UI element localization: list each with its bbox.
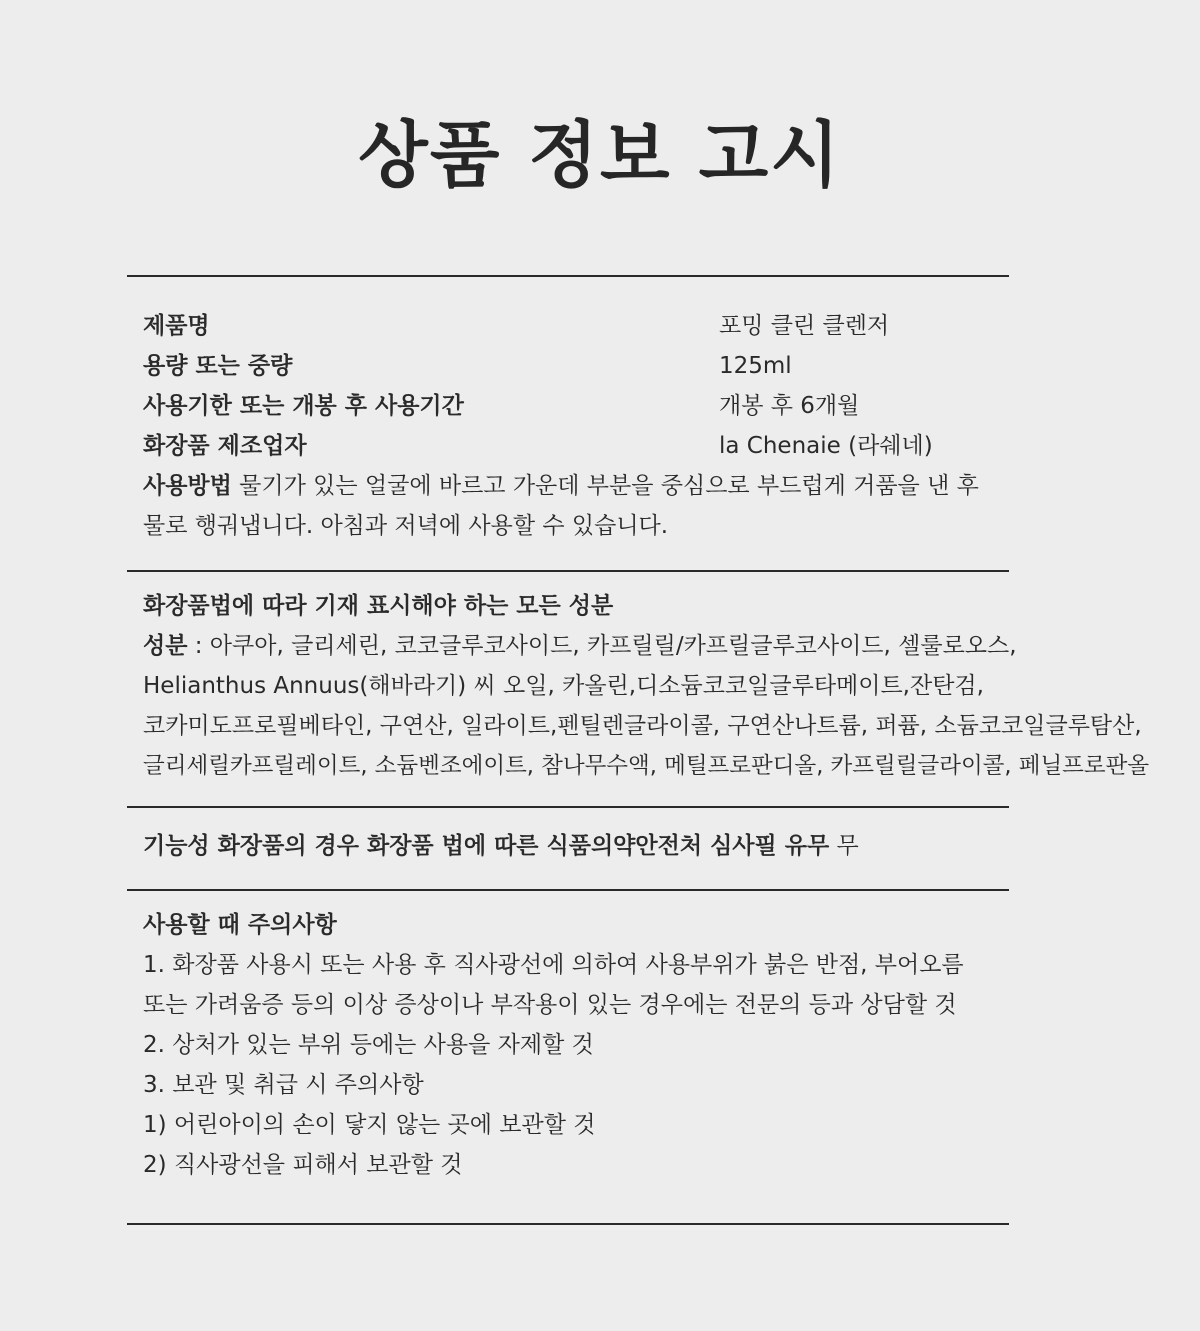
usage-text-continued: 물로 행궈냅니다. 아침과 저녁에 사용할 수 있습니다. — [143, 513, 669, 539]
ingredients-line: 코카미도프로필베타인, 구연산, 일라이트,펜틸렌글라이콜, 구연산나트륨, 퍼퓸, 소듐코코일글루탐산, — [143, 713, 1142, 739]
info-value: 포밍 클린 클렌저 — [719, 313, 890, 339]
ingredients-label: 성분 — [143, 633, 188, 659]
divider — [127, 570, 1009, 572]
usage-text: 물기가 있는 얼굴에 바르고 가운데 부분을 중심으로 부드럽게 거품을 낸 후 — [231, 473, 979, 499]
info-value: la Chenaie (라쉐네) — [719, 433, 933, 459]
usage-line — [143, 466, 979, 506]
caution-line: 2) 직사광선을 피해서 보관할 것 — [143, 1152, 463, 1178]
info-label: 사용기한 또는 개봉 후 사용기간 — [143, 393, 464, 419]
info-label: 용량 또는 중량 — [143, 353, 293, 379]
info-label: 화장품 제조업자 — [143, 433, 307, 459]
caution-section — [143, 905, 964, 1185]
info-value: 개봉 후 6개월 — [719, 393, 860, 419]
caution-line: 또는 가려움증 등의 이상 증상이나 부작용이 있는 경우에는 전문의 등과 상담할 것 — [143, 992, 957, 1018]
ingredients-line: 글리세릴카프릴레이트, 소듐벤조에이트, 참나무수액, 메틸프로판디올, 카프릴릴글라이콜, 페닐프로판올 — [143, 753, 1150, 779]
ingredients-line: Helianthus Annuus(해바라기) 씨 오일, 카올린,디소듐코코일글루타메이트,잔탄검, — [143, 673, 984, 699]
info-row-expiry — [143, 386, 979, 426]
info-row-product-name — [143, 306, 979, 346]
ingredients-section — [143, 586, 1149, 786]
caution-line: 3. 보관 및 취급 시 주의사항 — [143, 1072, 424, 1098]
caution-line: 2. 상처가 있는 부위 등에는 사용을 자제할 것 — [143, 1032, 594, 1058]
usage-label: 사용방법 — [143, 473, 232, 499]
functional-label: 기능성 화장품의 경우 화장품 법에 따른 식품의약안전처 심사필 유무 — [143, 833, 830, 859]
ingredients-heading: 화장품법에 따라 기재 표시해야 하는 모든 성분 — [143, 593, 614, 619]
ingredients-line: 성분 : 아쿠아, 글리세린, 코코글루코사이드, 카프릴릴/카프릴글루코사이드, 셀룰로오스, — [143, 633, 1017, 659]
info-label: 제품명 — [143, 313, 210, 339]
functional-line — [143, 826, 859, 866]
product-info-section — [143, 306, 979, 546]
divider — [127, 1223, 1009, 1225]
divider — [127, 806, 1009, 808]
info-row-volume — [143, 346, 979, 386]
divider — [127, 889, 1009, 891]
functional-value: 무 — [829, 833, 859, 859]
info-row-manufacturer — [143, 426, 979, 466]
divider — [127, 275, 1009, 277]
functional-section — [143, 826, 859, 866]
info-value: 125ml — [719, 353, 792, 379]
caution-line: 1. 화장품 사용시 또는 사용 후 직사광선에 의하여 사용부위가 붉은 반점, 부어오름 — [143, 952, 964, 978]
caution-line: 1) 어린아이의 손이 닿지 않는 곳에 보관할 것 — [143, 1112, 596, 1138]
caution-heading: 사용할 때 주의사항 — [143, 912, 337, 938]
page-title: 상품 정보 고시 — [358, 113, 842, 197]
